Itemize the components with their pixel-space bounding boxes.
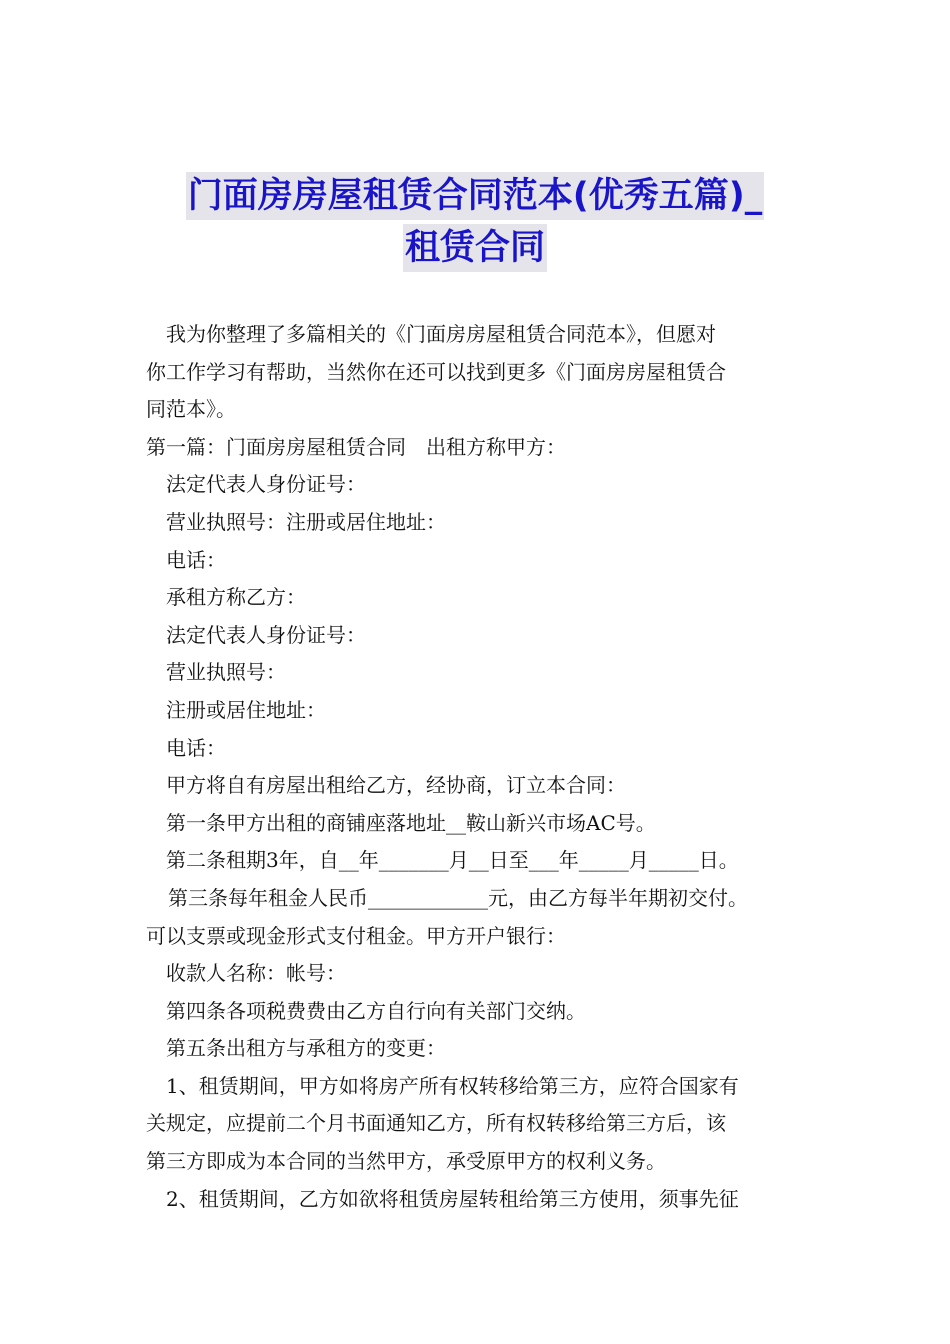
body-line: 第一条甲方出租的商铺座落地址__鞍山新兴市场AC号。 <box>166 810 656 835</box>
body-line: 电话： <box>166 547 226 572</box>
body-line: 第四条各项税费费由乙方自行向有关部门交纳。 <box>166 998 586 1023</box>
body-line: 第一篇：门面房房屋租赁合同 出租方称甲方： <box>146 434 566 459</box>
body-line: 承租方称乙方： <box>166 585 306 610</box>
body-line: 第三条每年租金人民币____________元，由乙方每半年期初交付。 <box>168 885 748 910</box>
body-line: 第五条出租方与承租方的变更： <box>166 1036 446 1061</box>
body-line: 2、租赁期间，乙方如欲将租赁房屋转租给第三方使用，须事先征 <box>166 1186 739 1211</box>
body-line: 收款人名称：帐号： <box>166 961 346 986</box>
body-line: 第二条租期3年，自__年_______月__日至___年_____月_____日。 <box>166 848 739 873</box>
title-line-2: 租赁合同 <box>403 224 547 272</box>
document-body <box>146 316 836 1218</box>
body-line: 营业执照号：注册或居住地址： <box>166 509 446 534</box>
document-title <box>120 172 830 276</box>
body-line: 可以支票或现金形式支付租金。甲方开户银行： <box>146 923 566 948</box>
body-line: 营业执照号： <box>166 660 286 685</box>
body-line: 法定代表人身份证号： <box>166 622 366 647</box>
body-line: 注册或居住地址： <box>166 697 326 722</box>
body-line: 关规定，应提前二个月书面通知乙方，所有权转移给第三方后，该 <box>146 1111 726 1136</box>
body-line: 我为你整理了多篇相关的《门面房房屋租赁合同范本》，但愿对 <box>166 322 716 346</box>
body-line: 法定代表人身份证号： <box>166 472 366 497</box>
body-line: 电话： <box>166 735 226 760</box>
body-line: 1、租赁期间，甲方如将房产所有权转移给第三方，应符合国家有 <box>166 1073 739 1098</box>
body-line: 甲方将自有房屋出租给乙方，经协商，订立本合同： <box>166 773 626 798</box>
body-line: 你工作学习有帮助，当然你在还可以找到更多《门面房房屋租赁合 <box>146 359 726 384</box>
title-line-1: 门面房房屋租赁合同范本(优秀五篇)_ <box>186 172 765 220</box>
body-line: 第三方即成为本合同的当然甲方，承受原甲方的权利义务。 <box>146 1149 666 1174</box>
body-line: 同范本》。 <box>146 397 236 422</box>
